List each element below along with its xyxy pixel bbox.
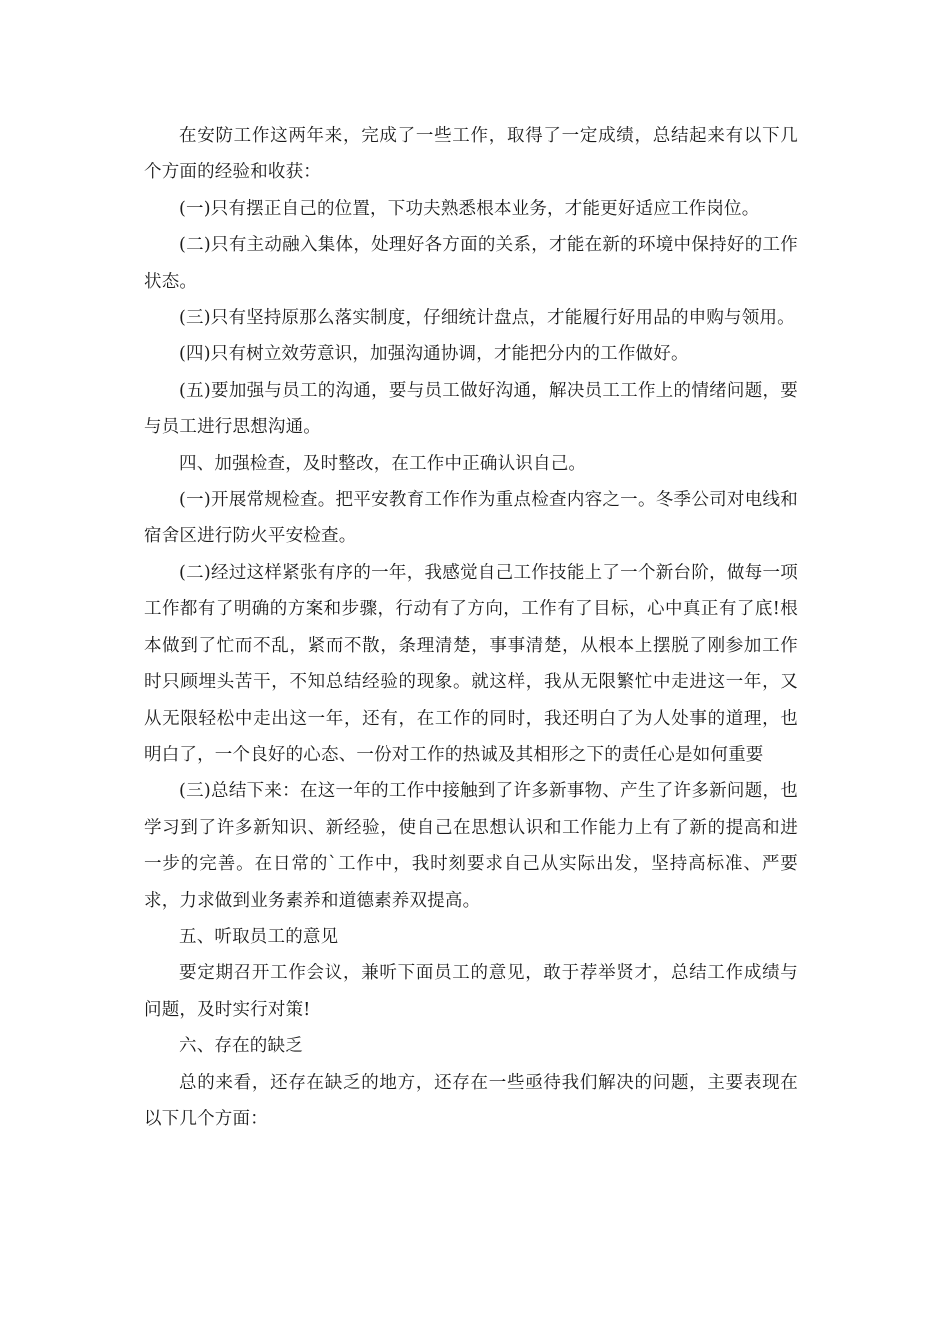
paragraph-intro: 在安防工作这两年来，完成了一些工作，取得了一定成绩，总结起来有以下几个方面的经验和收获： (144, 126, 798, 183)
section-heading-5: 五、听取员工的意见 (179, 926, 339, 947)
paragraph-item-4: (四)只有树立效劳意识，加强沟通协调，才能把分内的工作做好。 (179, 344, 689, 365)
paragraph-item-2: (二)只有主动融入集体，处理好各方面的关系，才能在新的环境中保持好的工作状态。 (144, 235, 798, 292)
paragraph-section5-body: 要定期召开工作会议，兼听下面员工的意见，敢于荐举贤才，总结工作成绩与问题，及时实行对策! (144, 963, 798, 1020)
paragraph-item-5: (五)要加强与员工的沟通，要与员工做好沟通，解决员工工作上的情绪问题，要与员工进行思想沟通。 (144, 380, 798, 438)
document-body (144, 118, 798, 1137)
paragraph-section6-body: 总的来看，还存在缺乏的地方，还存在一些亟待我们解决的问题，主要表现在以下几个方面： (144, 1072, 798, 1129)
paragraph-item-1: (一)只有摆正自己的位置，下功夫熟悉根本业务，才能更好适应工作岗位。 (179, 198, 760, 219)
paragraph-section4-item-3: (三)总结下来：在这一年的工作中接触到了许多新事物、产生了许多新问题，也学习到了许多新知识、新经验，使自己在思想认识和工作能力上有了新的提高和进一步的完善。在日常的`工作中，我时刻要求自己从实际出发，坚持高标准、严要求，力求做到业务素养和道德素养双提高。 (144, 781, 798, 911)
paragraph-section4-item-2: (二)经过这样紧张有序的一年，我感觉自己工作技能上了一个新台阶，做每一项工作都有了明确的方案和步骤，行动有了方向，工作有了目标，心中真正有了底!根本做到了忙而不乱，紧而不散，条理清楚，事事清楚，从根本上摆脱了刚参加工作时只顾埋头苦干，不知总结经验的现象。就这样，我从无限繁忙中走进这一年，又从无限轻松中走出这一年，还有，在工作的同时，我还明白了为人处事的道理，也明白了，一个良好的心态、一份对工作的热诚及其相形之下的责任心是如何重要 (144, 562, 798, 765)
paragraph-item-3: (三)只有坚持原那么落实制度，仔细统计盘点，才能履行好用品的申购与领用。 (179, 308, 795, 329)
section-heading-4: 四、加强检查，及时整改，在工作中正确认识自己。 (179, 453, 587, 474)
section-heading-6: 六、存在的缺乏 (179, 1036, 303, 1057)
paragraph-section4-item-1: (一)开展常规检查。把平安教育工作作为重点检查内容之一。冬季公司对电线和宿舍区进行防火平安检查。 (144, 490, 798, 547)
